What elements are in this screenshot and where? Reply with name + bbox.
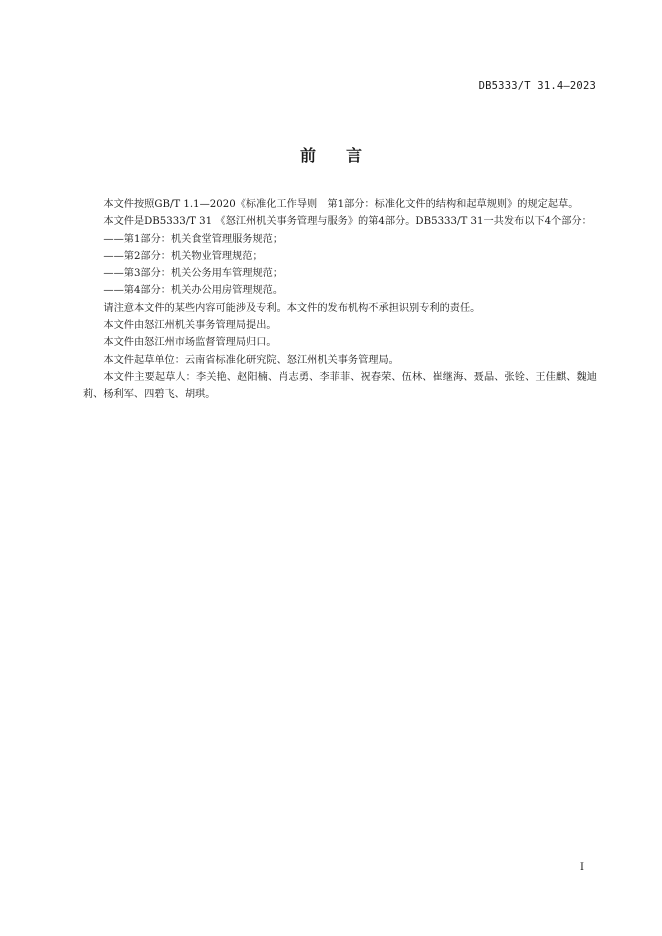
- paragraph-standard-basis: 本文件按照GB/T 1.1—2020《标准化工作导则 第1部分：标准化文件的结构和起草规则》的规定起草。: [103, 199, 579, 210]
- list-item-part-2: ——第2部分：机关物业管理规范；: [103, 250, 263, 262]
- list-item-part-4: ——第4部分：机关办公用房管理规范。: [103, 285, 284, 297]
- paragraph-drafting-units: 本文件起草单位：云南省标准化研究院、怒江州机关事务管理局。: [103, 354, 399, 366]
- paragraph-patent-notice: 请注意本文件的某些内容可能涉及专利。本文件的发布机构不承担识别专利的责任。: [103, 302, 481, 314]
- document-code: DB5333/T 31.4—2023: [478, 80, 596, 92]
- paragraph-proposer: 本文件由怒江州机关事务管理局提出。: [103, 320, 277, 332]
- header-divider: [66, 97, 596, 98]
- document-body: [83, 196, 597, 404]
- page-title: 前言: [299, 146, 392, 165]
- paragraph-drafters: 本文件主要起草人：李关艳、赵阳楠、肖志勇、李菲菲、祝春荣、伍林、崔继海、聂晶、张铨、王佳麒、魏迪莉、杨利军、四碧飞、胡琪。: [83, 371, 597, 401]
- list-item-part-1: ——第1部分：机关食堂管理服务规范；: [103, 233, 284, 245]
- list-item-part-3: ——第3部分：机关公务用车管理规范；: [103, 268, 284, 280]
- paragraph-administrator: 本文件由怒江州市场监督管理局归口。: [103, 337, 277, 349]
- paragraph-series-info: 本文件是DB5333/T 31 《怒江州机关事务管理与服务》的第4部分。DB5333/T 31一共发布以下4个部分：: [103, 216, 592, 228]
- page-number: I: [580, 862, 584, 873]
